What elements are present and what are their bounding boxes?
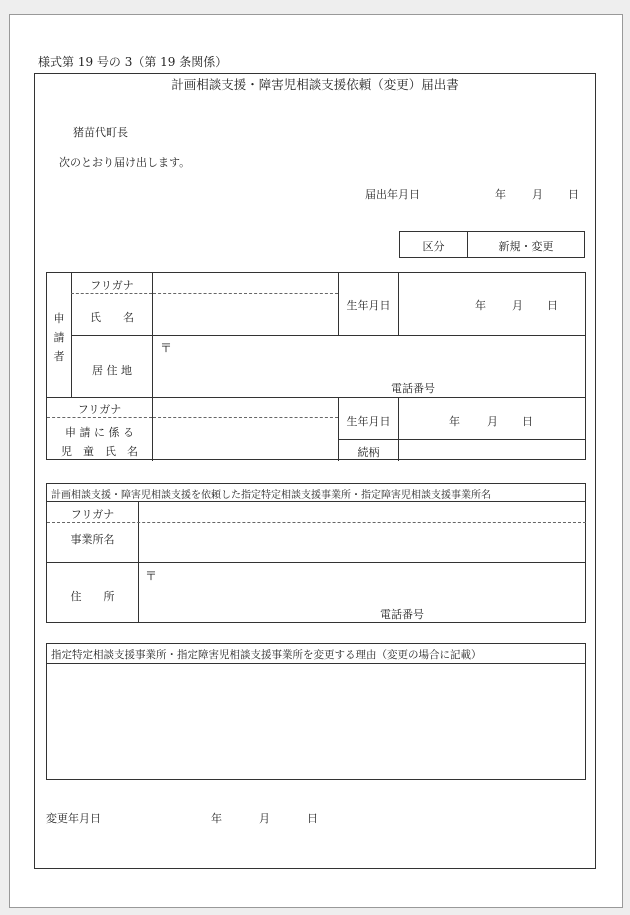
office-name-label: 事業所名	[70, 533, 115, 546]
filing-month: 月	[532, 188, 543, 201]
child-relation-label: 続柄	[357, 446, 380, 459]
applicant-birth-day: 日	[547, 299, 558, 312]
office-address-label: 住 所	[70, 590, 115, 603]
form-frame	[34, 73, 596, 869]
child-birth-month: 月	[487, 415, 498, 428]
applicant-postal-mark: 〒	[160, 341, 173, 355]
change-date-label: 変更年月日	[46, 812, 101, 825]
category-box	[399, 231, 585, 258]
applicant-furigana-label: フリガナ	[90, 279, 134, 292]
statement: 次のとおり届け出します。	[59, 156, 191, 169]
change-year: 年	[211, 812, 222, 825]
category-value[interactable]: 新規・変更	[498, 240, 554, 253]
child-birth-day: 日	[522, 415, 533, 428]
applicant-address-label: 居 住 地	[92, 364, 132, 377]
applicant-phone-label: 電話番号	[391, 382, 435, 395]
change-month: 月	[259, 812, 270, 825]
applicant-birth-label: 生年月日	[346, 299, 391, 312]
office-table	[46, 483, 586, 623]
child-birth-label: 生年月日	[346, 415, 391, 428]
office-phone-label: 電話番号	[380, 608, 424, 621]
reason-heading: 指定特定相談支援事業所・指定障害児相談支援事業所を変更する理由（変更の場合に記載）	[51, 649, 482, 661]
applicant-name-label: 氏 名	[90, 311, 134, 324]
filing-date-label: 届出年月日	[365, 188, 420, 201]
addressee: 猪苗代町長	[73, 126, 128, 139]
office-heading: 計画相談支援・障害児相談支援を依頼した指定特定相談支援事業所・指定障害児相談支援事業所名	[51, 490, 491, 501]
child-furigana-label: フリガナ	[77, 403, 122, 416]
reason-table	[46, 643, 586, 780]
child-birth-year: 年	[449, 415, 460, 428]
filing-day: 日	[568, 188, 579, 201]
applicant-group-label: 申 請 者	[53, 312, 65, 363]
child-name-label-line2: 児 童 氏 名	[61, 445, 138, 458]
applicant-table	[46, 272, 586, 460]
applicant-birth-year: 年	[475, 299, 486, 312]
form-number: 様式第 19 号の 3（第 19 条関係）	[38, 55, 228, 69]
office-postal-mark: 〒	[145, 569, 158, 583]
category-label: 区分	[422, 240, 445, 253]
change-day: 日	[307, 812, 318, 825]
filing-year: 年	[495, 188, 506, 201]
office-furigana-label: フリガナ	[70, 508, 115, 521]
applicant-birth-month: 月	[512, 299, 523, 312]
child-name-label-line1: 申 請 に 係 る	[65, 426, 134, 439]
form-title: 計画相談支援・障害児相談支援依頼（変更）届出書	[171, 77, 459, 92]
